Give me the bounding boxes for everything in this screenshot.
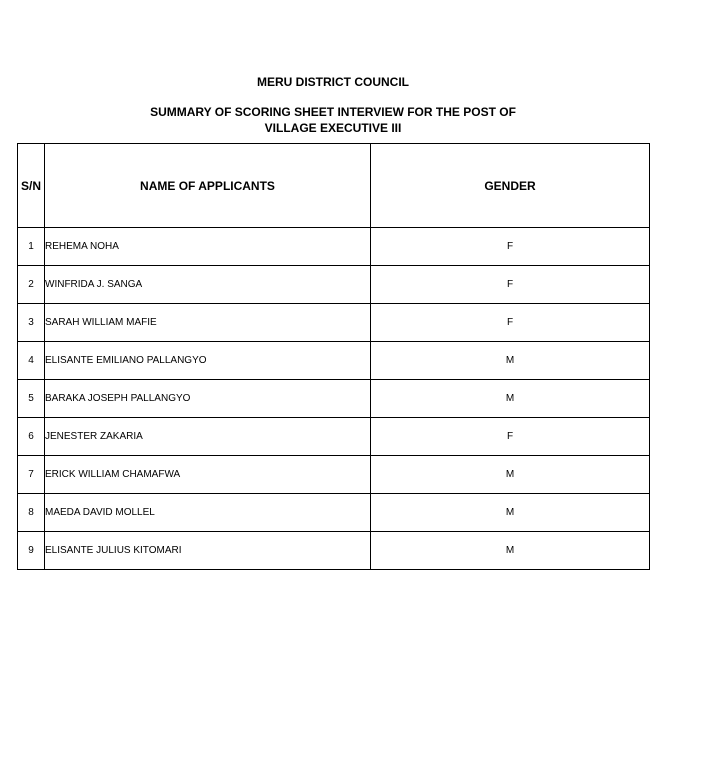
table-row [18, 304, 650, 342]
row-name: ELISANTE EMILIANO PALLANGYO [45, 342, 371, 380]
table-row [18, 228, 650, 266]
column-header-name: NAME OF APPLICANTS [45, 144, 371, 228]
row-sn: 7 [18, 456, 45, 494]
row-sn: 1 [18, 228, 45, 266]
summary-title-line1: SUMMARY OF SCORING SHEET INTERVIEW FOR THE POST OF [150, 105, 516, 119]
row-sn: 3 [18, 304, 45, 342]
row-gender: F [371, 228, 650, 266]
row-sn: 4 [18, 342, 45, 380]
row-gender: F [371, 304, 650, 342]
council-title: MERU DISTRICT COUNCIL [257, 75, 409, 89]
table-row [18, 342, 650, 380]
table-row [18, 418, 650, 456]
row-sn: 9 [18, 532, 45, 570]
table-row [18, 456, 650, 494]
applicants-table [17, 143, 650, 570]
row-name: BARAKA JOSEPH PALLANGYO [45, 380, 371, 418]
row-gender: M [371, 456, 650, 494]
table-row [18, 266, 650, 304]
row-name: SARAH WILLIAM MAFIE [45, 304, 371, 342]
row-name: JENESTER ZAKARIA [45, 418, 371, 456]
row-gender: F [371, 266, 650, 304]
summary-title-line2: VILLAGE EXECUTIVE III [264, 121, 402, 135]
table-header-row [18, 144, 650, 228]
row-name: WINFRIDA J. SANGA [45, 266, 371, 304]
row-sn: 5 [18, 380, 45, 418]
row-gender: M [371, 532, 650, 570]
row-gender: M [371, 342, 650, 380]
row-name: ERICK WILLIAM CHAMAFWA [45, 456, 371, 494]
column-header-sn: S/N [18, 144, 45, 228]
table-row [18, 532, 650, 570]
row-name: ELISANTE JULIUS KITOMARI [45, 532, 371, 570]
row-gender: M [371, 494, 650, 532]
row-name: MAEDA DAVID MOLLEL [45, 494, 371, 532]
row-sn: 6 [18, 418, 45, 456]
row-name: REHEMA NOHA [45, 228, 371, 266]
row-sn: 8 [18, 494, 45, 532]
row-sn: 2 [18, 266, 45, 304]
table-row [18, 494, 650, 532]
row-gender: F [371, 418, 650, 456]
column-header-gender: GENDER [371, 144, 650, 228]
table-row [18, 380, 650, 418]
row-gender: M [371, 380, 650, 418]
